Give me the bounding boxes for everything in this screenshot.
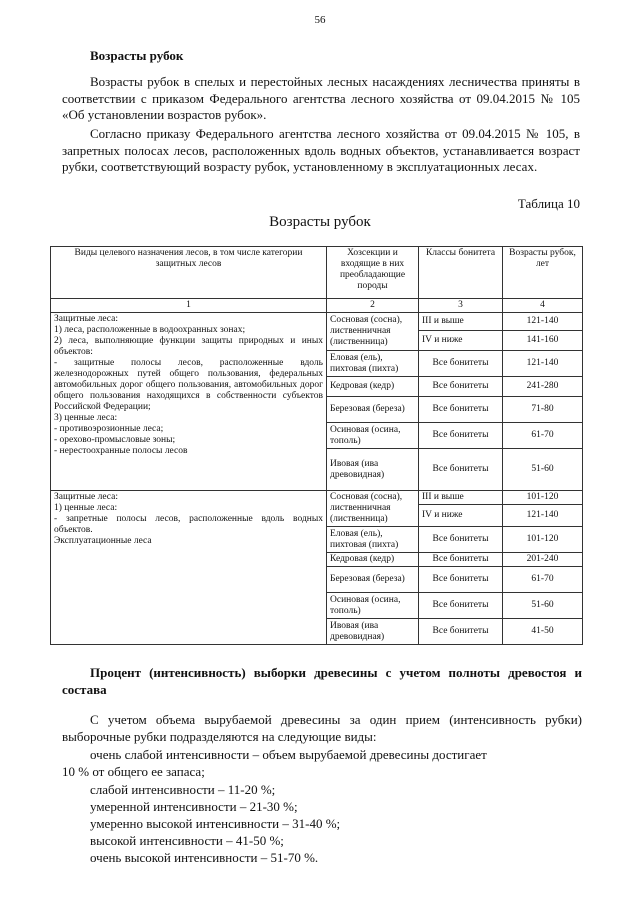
page-number: 56 [314, 14, 326, 26]
purpose-line: 3) ценные леса: [54, 413, 118, 423]
intensity-item: высокой интенсивности – 41-50 %; [90, 833, 284, 848]
column-number-row [51, 299, 583, 313]
age-cell: 61-70 [503, 567, 583, 593]
age-cell: 51-60 [503, 593, 583, 619]
section-cell: Осиновая (осина, тополь) [327, 423, 419, 449]
purpose-line: - нерестоохранные полосы лесов [54, 446, 188, 456]
paragraph-forbidden-strips: Согласно приказу Федерального агентства лесного хозяйства от 09.04.2015 № 105, в запретных полосах лесов, расположенных вдоль водных объектов, устанавливается возраст рубки, соответствующий возрасту рубок, установленному в эксплуатационных лесах. [62, 126, 580, 174]
purpose-line: - орехово-промысловые зоны; [54, 435, 176, 445]
class-cell: Все бонитеты [419, 397, 503, 423]
class-cell: Все бонитеты [419, 377, 503, 397]
section-cell: Ивовая (ива древовидная) [327, 449, 419, 491]
table-caption: Таблица 10 [517, 196, 580, 211]
purpose-line: 1) леса, расположенные в водоохранных зонах; [54, 325, 246, 335]
section-cell: Еловая (ель), пихтовая (пихта) [327, 527, 419, 553]
class-cell: Все бонитеты [419, 423, 503, 449]
cutting-ages-table [50, 246, 583, 645]
age-cell: 141-160 [503, 331, 583, 351]
intensity-item: умеренной интенсивности – 21-30 %; [90, 799, 298, 814]
class-cell: III и выше [419, 313, 503, 331]
class-cell: III и выше [419, 491, 503, 505]
section-cell: Кедровая (кедр) [327, 377, 419, 397]
age-cell: 41-50 [503, 619, 583, 645]
intensity-item-very-weak-cont: 10 % от общего ее запаса; [62, 764, 205, 779]
age-cell: 121-140 [503, 313, 583, 331]
header-purpose: Виды целевого назначения лесов, в том числе категории защитных лесов [51, 247, 327, 299]
col-number: 1 [51, 299, 327, 313]
age-cell: 121-140 [503, 351, 583, 377]
age-cell: 101-120 [503, 491, 583, 505]
purpose-cell-exploitation-forests [51, 491, 327, 645]
age-cell: 61-70 [503, 423, 583, 449]
section-cell: Сосновая (сосна), лиственничная (лиственница) [327, 491, 419, 527]
section-cell: Еловая (ель), пихтовая (пихта) [327, 351, 419, 377]
class-cell: Все бонитеты [419, 593, 503, 619]
age-cell: 101-120 [503, 527, 583, 553]
purpose-line: - запретные полосы лесов, расположенные вдоль водных объектов. [54, 514, 323, 535]
section-cell: Березовая (береза) [327, 567, 419, 593]
header-age: Возрасты рубок, лет [503, 247, 583, 299]
section-cell: Сосновая (сосна), лиственничная (лиственница) [327, 313, 419, 351]
age-cell: 241-280 [503, 377, 583, 397]
header-class: Классы бонитета [419, 247, 503, 299]
class-cell: Все бонитеты [419, 449, 503, 491]
table-row [51, 313, 583, 331]
paragraph-intensity-intro: С учетом объема вырубаемой древесины за один прием (интенсивность рубки) выборочные рубки подразделяются на следующие виды: [62, 712, 582, 744]
table-header-row [51, 247, 583, 299]
section-heading-intensity: Процент (интенсивность) выборки древесины с учетом полноты древостоя и состава [62, 665, 582, 697]
purpose-line: Эксплуатационные леса [54, 536, 152, 546]
table-row [51, 491, 583, 505]
section-cell: Березовая (береза) [327, 397, 419, 423]
age-cell: 51-60 [503, 449, 583, 491]
purpose-line: Защитные леса: [54, 492, 118, 502]
class-cell: Все бонитеты [419, 527, 503, 553]
header-section: Хозсекции и входящие в них преобладающие породы [327, 247, 419, 299]
class-cell: Все бонитеты [419, 553, 503, 567]
purpose-line: - противоэрозионные леса; [54, 424, 164, 434]
section-cell: Осиновая (осина, тополь) [327, 593, 419, 619]
intensity-item: умеренно высокой интенсивности – 31-40 %; [90, 816, 341, 831]
purpose-line: - защитные полосы лесов, расположенные вдоль железнодорожных путей общего пользования, федеральных автомобильных дорог общего пользования, автомобильных дорог общего пользования находящихся в собственности субъектов Российской Федерации; [54, 358, 323, 412]
section-heading-cutting-ages: Возрасты рубок [90, 48, 184, 63]
age-cell: 121-140 [503, 505, 583, 527]
class-cell: Все бонитеты [419, 351, 503, 377]
col-number: 3 [419, 299, 503, 313]
class-cell: Все бонитеты [419, 567, 503, 593]
class-cell: IV и ниже [419, 331, 503, 351]
class-cell: Все бонитеты [419, 619, 503, 645]
purpose-line: 1) ценные леса: [54, 503, 118, 513]
age-cell: 201-240 [503, 553, 583, 567]
paragraph-cutting-ages-basis: Возрасты рубок в спелых и перестойных лесных насаждениях лесничества приняты в соответствии с приказом Федерального агентства лесного хозяйства от 09.04.2015 № 105 «Об установлении возрастов рубок». [62, 74, 580, 122]
intensity-item: слабой интенсивности – 11-20 %; [90, 782, 276, 797]
age-cell: 71-80 [503, 397, 583, 423]
class-cell: IV и ниже [419, 505, 503, 527]
section-cell: Ивовая (ива древовидная) [327, 619, 419, 645]
section-cell: Кедровая (кедр) [327, 553, 419, 567]
purpose-cell-protective-forests [51, 313, 327, 491]
intensity-item: очень высокой интенсивности – 51-70 %. [90, 850, 319, 865]
col-number: 4 [503, 299, 583, 313]
col-number: 2 [327, 299, 419, 313]
table-title: Возрасты рубок [269, 214, 371, 230]
intensity-item-very-weak: очень слабой интенсивности – объем вырубаемой древесины достигает [90, 747, 487, 762]
purpose-line: 2) леса, выполняющие функции защиты природных и иных объектов: [54, 336, 323, 357]
purpose-line: Защитные леса: [54, 314, 118, 324]
